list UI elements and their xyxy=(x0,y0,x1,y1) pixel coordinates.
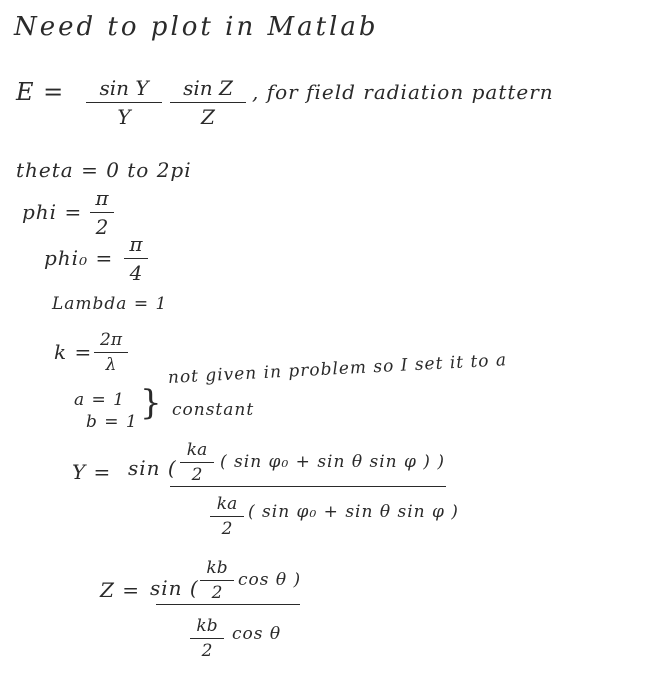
e-note: , for field radiation pattern xyxy=(252,80,554,104)
z-den-frac-den: 2 xyxy=(201,641,213,661)
phi0-fraction xyxy=(124,232,148,285)
e-fraction-y xyxy=(86,76,162,129)
e-frac1-bar xyxy=(86,102,162,103)
ab-note-line1: not given in problem so I set it to a xyxy=(167,350,508,388)
z-num-sin: sin ( xyxy=(150,576,199,600)
phi0-num: π xyxy=(129,232,143,256)
z-den-rest: cos θ xyxy=(232,624,282,644)
phi0-bar xyxy=(124,258,148,259)
y-den-frac xyxy=(210,494,244,539)
y-den-rest: ( sin φ₀ + sin θ sin φ ) xyxy=(248,502,459,522)
z-num-frac-num: kb xyxy=(206,558,228,578)
theta-line: theta = 0 to 2pi xyxy=(16,158,192,182)
ab-brace: } xyxy=(140,383,162,423)
y-den-frac-den: 2 xyxy=(221,519,233,539)
e-frac2-den: Z xyxy=(201,105,215,129)
k-lhs: k = xyxy=(54,340,93,364)
k-num: 2π xyxy=(100,330,122,350)
phi-fraction xyxy=(90,186,114,239)
z-den-frac xyxy=(190,616,224,661)
y-num-frac xyxy=(180,440,214,485)
phi0-den: 4 xyxy=(129,261,143,285)
z-lhs: Z = xyxy=(100,578,141,602)
z-num-rest: cos θ ) xyxy=(238,570,302,590)
y-lhs: Y = xyxy=(72,460,112,484)
z-num-frac xyxy=(200,558,234,603)
y-num-sin: sin ( xyxy=(128,456,177,480)
e-frac1-den: Y xyxy=(117,105,131,129)
e-fraction-z xyxy=(170,76,246,129)
y-num-frac-den: 2 xyxy=(191,465,203,485)
page-title: Need to plot in Matlab xyxy=(14,12,379,42)
y-den-frac-num: ka xyxy=(216,494,238,514)
k-fraction xyxy=(94,330,128,375)
e-frac1-num: sin Y xyxy=(99,76,149,100)
e-frac2-num: sin Z xyxy=(183,76,233,100)
y-fraction-bar xyxy=(170,486,446,487)
z-num-frac-den: 2 xyxy=(211,583,223,603)
lambda-line: Lambda = 1 xyxy=(52,294,168,314)
k-bar xyxy=(94,352,128,353)
z-fraction-bar xyxy=(156,604,300,605)
ab-note-line2: constant xyxy=(172,400,255,420)
b-line: b = 1 xyxy=(86,412,138,432)
z-den-frac-num: kb xyxy=(196,616,218,636)
y-num-rest: ( sin φ₀ + sin θ sin φ ) ) xyxy=(220,452,445,472)
y-num-frac-bar xyxy=(180,462,214,463)
z-den-frac-bar xyxy=(190,638,224,639)
phi-den: 2 xyxy=(95,215,109,239)
k-den: λ xyxy=(105,355,117,375)
a-line: a = 1 xyxy=(74,390,126,410)
phi0-lhs: phi₀ = xyxy=(44,246,114,270)
e-lhs: E = xyxy=(16,78,65,106)
y-den-frac-bar xyxy=(210,516,244,517)
y-num-frac-num: ka xyxy=(186,440,208,460)
e-frac2-bar xyxy=(170,102,246,103)
phi-bar xyxy=(90,212,114,213)
phi-lhs: phi = xyxy=(22,200,83,224)
z-num-frac-bar xyxy=(200,580,234,581)
phi-num: π xyxy=(95,186,109,210)
